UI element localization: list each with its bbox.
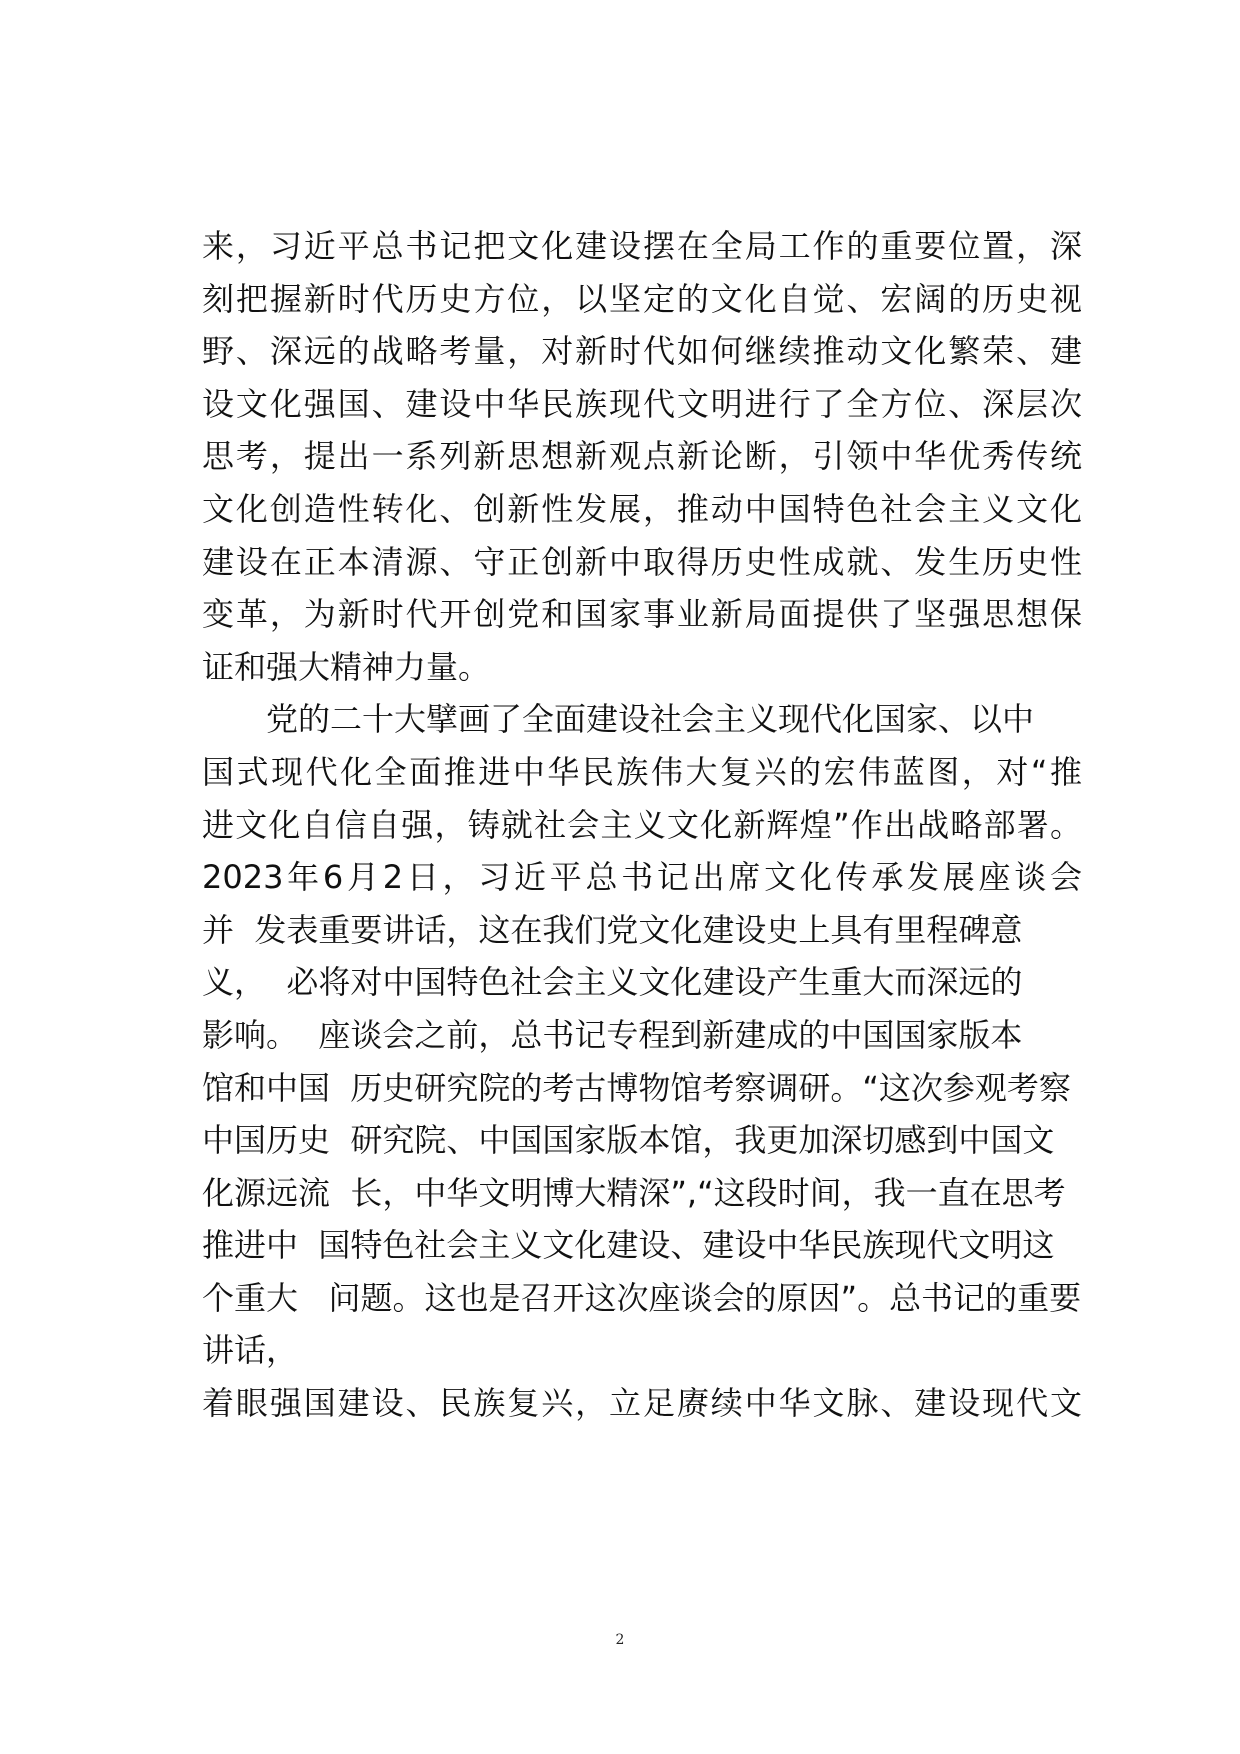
text-line: 野、深远的战略考量，对新时代如何继续推动文化繁荣、建 [202,332,1082,371]
text-line: 思考，提出一系列新思想新观点新论断，引领中华优秀传统 [202,437,1082,476]
page-number: 2 [615,1632,625,1648]
text-line: 影响。 座谈会之前，总书记专程到新建成的中国国家版本 [202,1015,1023,1054]
text-line: 建设在正本清源、守正创新中取得历史性成就、发生历史性 [202,542,1082,581]
text-line: 馆和中国 历史研究院的考古博物馆考察调研。“这次参观考察 [202,1068,1071,1107]
text-line: 义， 必将对中国特色社会主义文化建设产生重大而深远的 [202,963,1023,1002]
text-line-indented: 党的二十大擘画了全面建设社会主义现代化国家、以中 [266,700,1035,739]
text-line: 推进中 国特色社会主义文化建设、建设中华民族现代文明这 [202,1226,1055,1265]
body-text [202,220,1082,1430]
text-line: 国式现代化全面推进中华民族伟大复兴的宏伟蓝图，对“推 [202,752,1082,791]
text-line: 来，习近平总书记把文化建设摆在全局工作的重要位置，深 [202,227,1082,265]
text-line: 变革，为新时代开创党和国家事业新局面提供了坚强思想保 [202,595,1082,634]
text-line: 证和强大精神力量。 [202,647,491,686]
text-line: 刻把握新时代历史方位，以坚定的文化自觉、宏阔的历史视 [202,279,1082,318]
text-line: 讲话， [202,1331,299,1370]
text-line: 并 发表重要讲话，这在我们党文化建设史上具有里程碑意 [202,910,1023,949]
text-line: 个重大 问题。这也是召开这次座谈会的原因”。总书记的重要 [202,1278,1082,1317]
text-line: 着眼强国建设、民族复兴，立足赓续中华文脉、建设现代文 [202,1384,1082,1423]
text-line: 2023年6月2日，习近平总书记出席文化传承发展座谈会 [202,858,1082,897]
text-line: 中国历史 研究院、中国国家版本馆，我更加深切感到中国文 [202,1121,1055,1160]
text-line: 进文化自信自强，铸就社会主义文化新辉煌”作出战略部署。 [202,805,1082,844]
text-line: 设文化强国、建设中华民族现代文明进行了全方位、深层次 [202,384,1082,423]
text-line: 文化创造性转化、创新性发展，推动中国特色社会主义文化 [202,489,1082,528]
text-line: 化源远流 长，中华文明博大精深”,“这段时间，我一直在思考 [202,1173,1066,1212]
